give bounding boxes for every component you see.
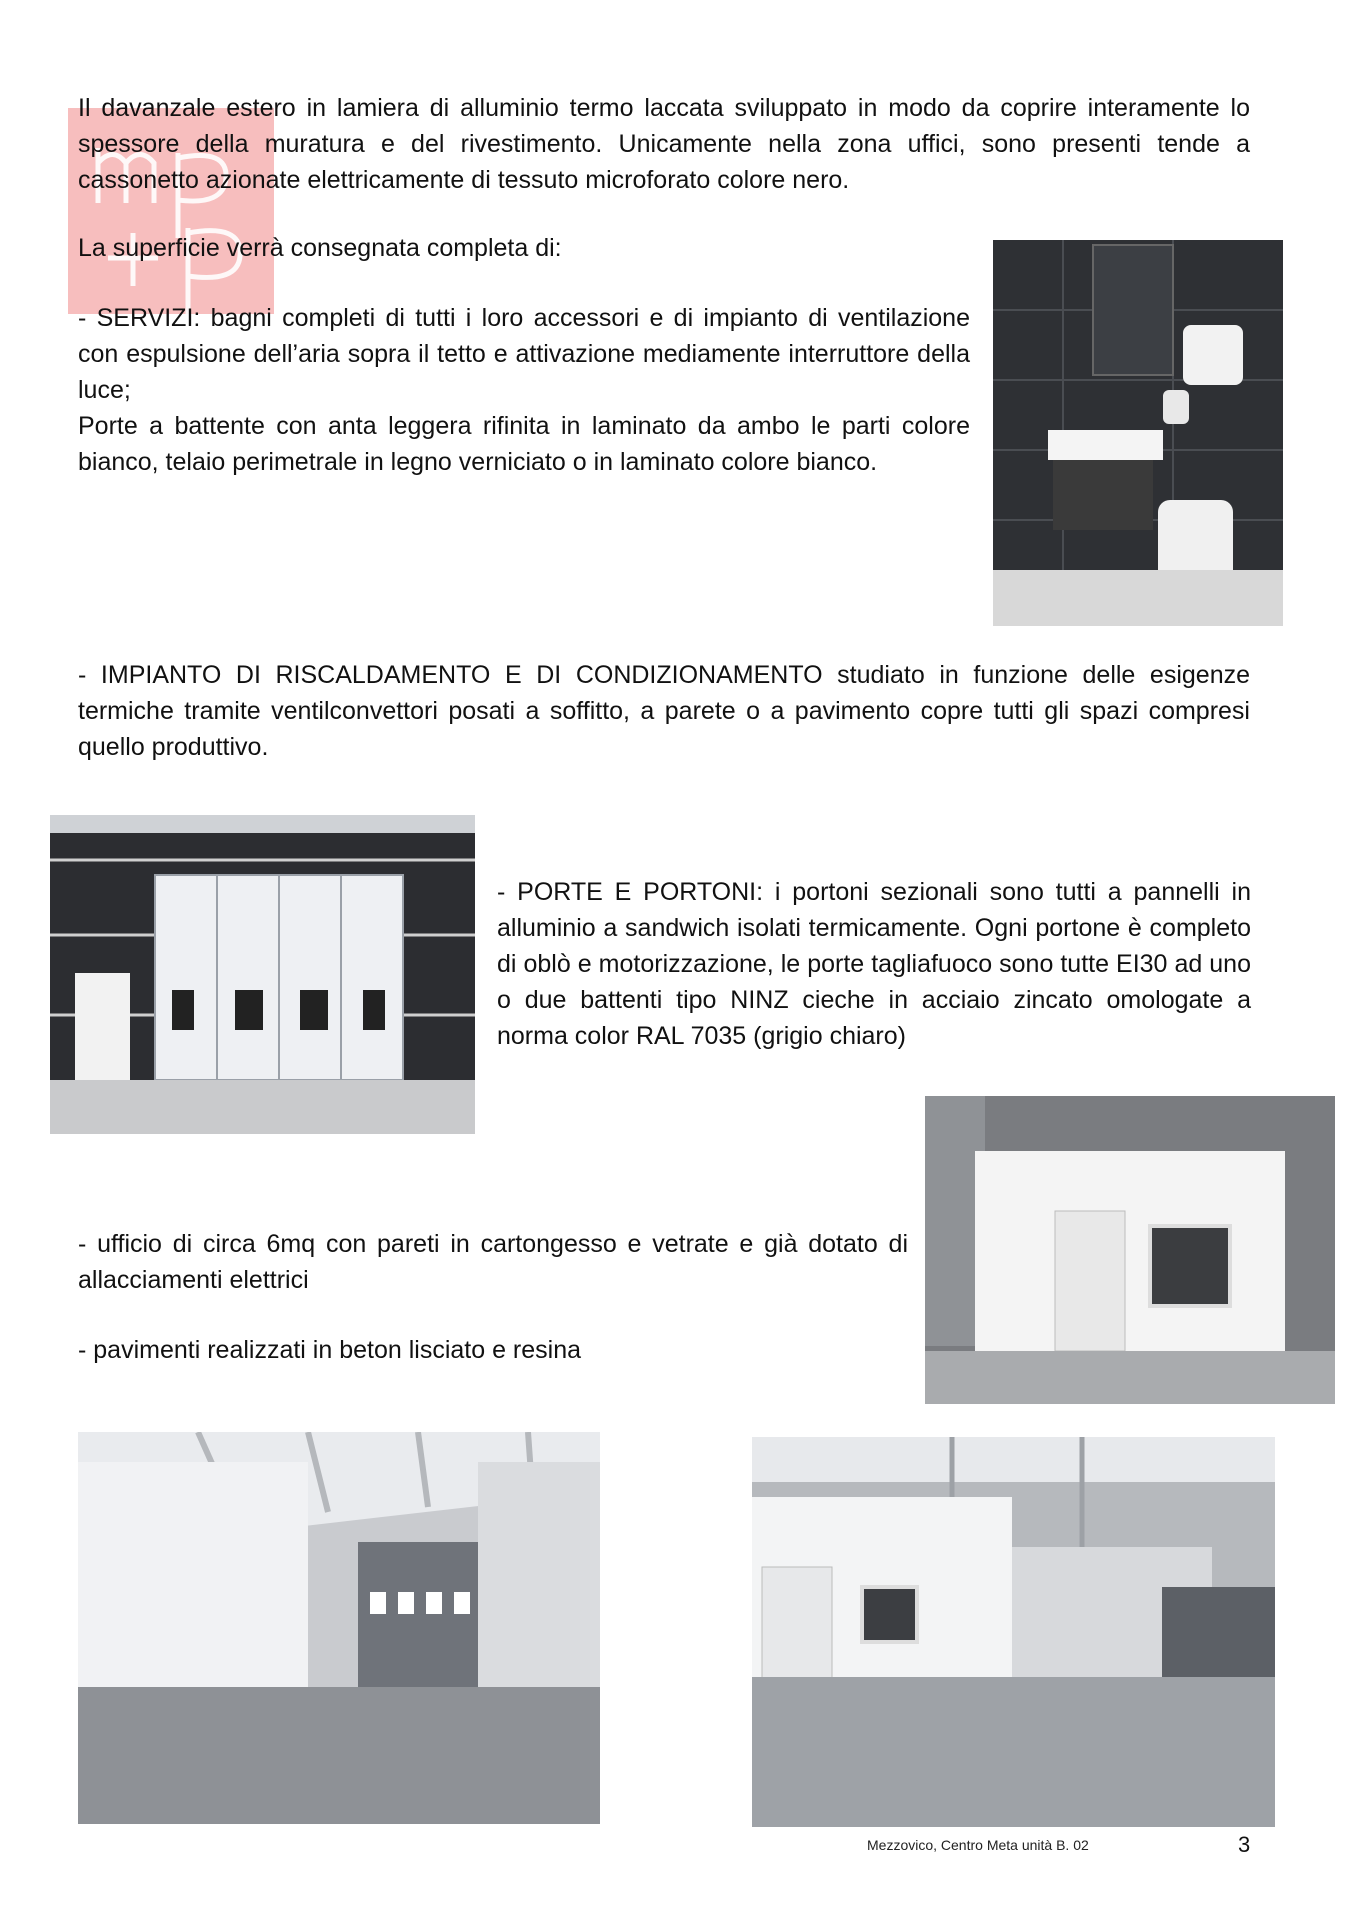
paragraph-superficie: La superficie verrà consegnata completa di:: [78, 234, 562, 262]
page-number: 3: [1238, 1832, 1251, 1857]
paragraph-porte-portoni: - PORTE E PORTONI: i portoni sezionali sono tutti a pannelli in alluminio a sandwich isolati termicamente. Ogni portone è completo di oblò e motorizzazione, le porte tagliafuoco sono tutte EI30 ad uno o due battenti tipo NINZ cieche in acciaio zincato omologate a norma color RAL 7035 (grigio chiaro): [497, 878, 1251, 1050]
paragraph-porte-battente: Porte a battente con anta leggera rifinita in laminato da ambo le parti colore bianco, telaio perimetrale in legno verniciato o in laminato colore bianco.: [78, 412, 970, 476]
footer-location: Mezzovico, Centro Meta unità B. 02: [867, 1837, 1089, 1853]
paragraph-impianto: - IMPIANTO DI RISCALDAMENTO E DI CONDIZIONAMENTO studiato in funzione delle esigenze termiche tramite ventilconvettori posati a soffitto, a parete o a pavimento copre tutti gli spazi compresi quello produttivo.: [78, 661, 1250, 761]
photo-warehouse-right: [752, 1437, 1275, 1827]
paragraph-servizi: - SERVIZI: bagni completi di tutti i loro accessori e di impianto di ventilazione con espulsione dell’aria sopra il tetto e attivazione mediamente interruttore della luce;: [78, 304, 970, 404]
photo-sectional-doors: [50, 815, 475, 1134]
photo-office: [925, 1096, 1335, 1404]
paragraph-davanzale: Il davanzale estero in lamiera di alluminio termo laccata sviluppato in modo da coprire interamente lo spessore della muratura e del rivestimento. Unicamente nella zona uffici, sono presenti tende a cassonetto azionate elettricamente di tessuto microforato colore nero.: [78, 94, 1250, 194]
paragraph-pavimenti: - pavimenti realizzati in beton lisciato e resina: [78, 1336, 582, 1364]
photo-bathroom: [993, 240, 1283, 626]
paragraph-ufficio: - ufficio di circa 6mq con pareti in cartongesso e vetrate e già dotato di allacciamenti elettrici: [78, 1230, 908, 1294]
photo-warehouse-left: [78, 1432, 600, 1824]
